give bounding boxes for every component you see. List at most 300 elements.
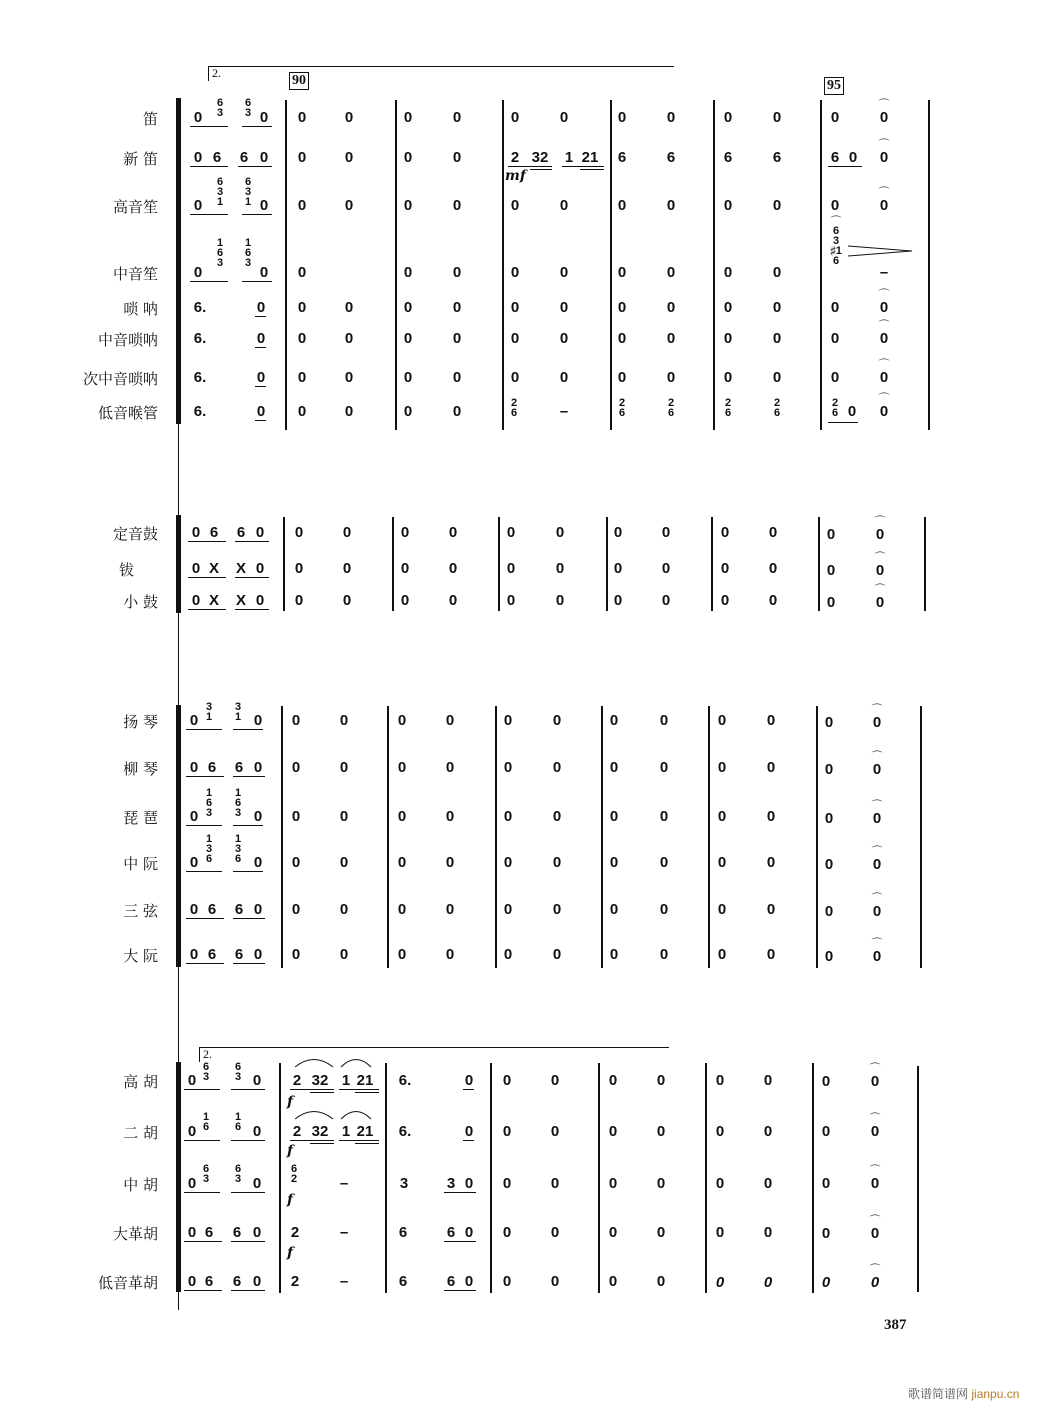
note: 0 bbox=[510, 299, 520, 316]
note: 0 bbox=[255, 592, 265, 609]
note: 0 bbox=[253, 712, 263, 729]
note: 0 bbox=[342, 560, 352, 577]
note: 0 bbox=[766, 808, 776, 825]
note: 0 bbox=[772, 264, 782, 281]
note: 0 bbox=[344, 197, 354, 214]
note: 0 bbox=[821, 1274, 831, 1291]
barline bbox=[285, 100, 287, 430]
note: 0 bbox=[879, 299, 889, 316]
note: 0 bbox=[763, 1224, 773, 1241]
note: 0 bbox=[344, 299, 354, 316]
note: 0 bbox=[397, 759, 407, 776]
note: 0 bbox=[187, 1123, 197, 1140]
note: 0 bbox=[403, 197, 413, 214]
chord: 6 3 bbox=[234, 1163, 242, 1185]
beam bbox=[255, 316, 266, 317]
page-number: 387 bbox=[884, 1317, 907, 1333]
note: 0 bbox=[448, 524, 458, 541]
note: 0 bbox=[550, 1273, 560, 1290]
fermata-icon: ⌒ bbox=[869, 1113, 881, 1125]
note: 0 bbox=[717, 854, 727, 871]
note: 0 bbox=[617, 330, 627, 347]
note: 0 bbox=[766, 854, 776, 871]
note: 0 bbox=[559, 330, 569, 347]
note: 0 bbox=[766, 759, 776, 776]
note: 6 bbox=[666, 149, 676, 166]
note: 0 bbox=[256, 299, 266, 316]
note: 0 bbox=[656, 1273, 666, 1290]
note: 0 bbox=[187, 1175, 197, 1192]
note: 0 bbox=[715, 1274, 725, 1291]
note: 0 bbox=[559, 299, 569, 316]
beam bbox=[242, 126, 272, 127]
note: 0 bbox=[552, 854, 562, 871]
note: 0 bbox=[608, 1123, 618, 1140]
chord: 1 3 6 bbox=[205, 833, 213, 865]
note: 6 bbox=[239, 149, 249, 166]
instrument-label-yangqin: 扬 琴 bbox=[123, 713, 158, 731]
note: – bbox=[879, 264, 889, 281]
note: 0 bbox=[400, 592, 410, 609]
barline bbox=[917, 1066, 919, 1292]
note: 0 bbox=[191, 560, 201, 577]
fermata-icon: ⌒ bbox=[878, 99, 890, 111]
fermata-icon: ⌒ bbox=[878, 359, 890, 371]
note: 0 bbox=[821, 1225, 831, 1242]
beam bbox=[242, 281, 272, 282]
note: 0 bbox=[339, 946, 349, 963]
watermark-cn: 歌谱简谱网 bbox=[908, 1387, 969, 1401]
fermata-icon: ⌒ bbox=[878, 187, 890, 199]
note: 0 bbox=[559, 197, 569, 214]
note: 0 bbox=[830, 330, 840, 347]
fermata-icon: ⌒ bbox=[871, 800, 883, 812]
beam bbox=[828, 422, 858, 423]
note: 0 bbox=[452, 149, 462, 166]
note: 0 bbox=[503, 946, 513, 963]
note: 0 bbox=[187, 1072, 197, 1089]
note: 0 bbox=[870, 1123, 880, 1140]
note: 6. bbox=[193, 330, 207, 347]
note: 0 bbox=[608, 1175, 618, 1192]
note: 0 bbox=[464, 1175, 474, 1192]
note: 0 bbox=[502, 1175, 512, 1192]
note: 0 bbox=[291, 759, 301, 776]
note: 0 bbox=[847, 403, 857, 420]
note: 0 bbox=[766, 946, 776, 963]
barline bbox=[928, 100, 930, 430]
beam bbox=[339, 1140, 379, 1141]
note: 0 bbox=[342, 524, 352, 541]
note: 0 bbox=[763, 1123, 773, 1140]
note: 0 bbox=[506, 524, 516, 541]
fermata-icon: ⌒ bbox=[878, 139, 890, 151]
chord: 3 1 bbox=[234, 701, 242, 723]
note: 6. bbox=[398, 1123, 412, 1140]
beam bbox=[231, 1140, 265, 1141]
note: 0 bbox=[875, 526, 885, 543]
note: 6. bbox=[398, 1072, 412, 1089]
note: 0 bbox=[872, 948, 882, 965]
note: 0 bbox=[259, 109, 269, 126]
note: 0 bbox=[344, 369, 354, 386]
fermata-icon: ⌒ bbox=[874, 584, 886, 596]
note: 0 bbox=[617, 299, 627, 316]
note: 0 bbox=[189, 808, 199, 825]
note: 0 bbox=[723, 330, 733, 347]
note: 0 bbox=[559, 264, 569, 281]
note: 0 bbox=[656, 1224, 666, 1241]
dynamic-f: f bbox=[287, 1143, 294, 1159]
note: 0 bbox=[503, 901, 513, 918]
note: 0 bbox=[661, 592, 671, 609]
barline bbox=[387, 706, 389, 968]
note: 0 bbox=[502, 1224, 512, 1241]
note: 21 bbox=[356, 1072, 374, 1089]
note: 0 bbox=[826, 562, 836, 579]
note: 0 bbox=[187, 1224, 197, 1241]
barline bbox=[711, 517, 713, 611]
instrument-label-zhongruan: 中 阮 bbox=[123, 855, 158, 873]
note: 0 bbox=[510, 264, 520, 281]
beam bbox=[184, 1089, 220, 1090]
barline bbox=[490, 1063, 492, 1293]
beam bbox=[562, 166, 604, 167]
note: 0 bbox=[452, 403, 462, 420]
note: 0 bbox=[193, 109, 203, 126]
note: X bbox=[208, 592, 219, 609]
note: 0 bbox=[452, 197, 462, 214]
instrument-label-pipa: 琵 琶 bbox=[123, 809, 158, 827]
note: 0 bbox=[252, 1273, 262, 1290]
barline bbox=[279, 1063, 281, 1293]
note: 0 bbox=[452, 369, 462, 386]
note: 0 bbox=[608, 1273, 618, 1290]
note: 6 bbox=[204, 1224, 214, 1241]
note: 0 bbox=[661, 560, 671, 577]
note: 0 bbox=[339, 759, 349, 776]
note: 6 bbox=[723, 149, 733, 166]
chord: 6 3 1 bbox=[216, 176, 224, 208]
beam bbox=[186, 729, 222, 730]
note: 0 bbox=[723, 299, 733, 316]
chord: 1 6 bbox=[234, 1111, 242, 1133]
fermata-icon: ⌒ bbox=[871, 846, 883, 858]
note: 0 bbox=[403, 149, 413, 166]
note: 0 bbox=[821, 1175, 831, 1192]
note: 0 bbox=[397, 712, 407, 729]
note: 0 bbox=[344, 330, 354, 347]
note: 0 bbox=[294, 560, 304, 577]
note: 6 bbox=[398, 1273, 408, 1290]
note: 0 bbox=[253, 946, 263, 963]
note: 0 bbox=[821, 1073, 831, 1090]
note: 0 bbox=[445, 808, 455, 825]
note: 0 bbox=[464, 1123, 474, 1140]
note: 0 bbox=[717, 759, 727, 776]
beam bbox=[186, 871, 222, 872]
beam bbox=[184, 1241, 222, 1242]
note: 0 bbox=[824, 948, 834, 965]
note: 0 bbox=[617, 197, 627, 214]
note: 0 bbox=[617, 109, 627, 126]
beam bbox=[233, 918, 265, 919]
note: 0 bbox=[445, 901, 455, 918]
note: 0 bbox=[256, 369, 266, 386]
barline bbox=[601, 706, 603, 968]
note: 0 bbox=[253, 759, 263, 776]
note: 0 bbox=[445, 946, 455, 963]
note: 6 bbox=[830, 149, 840, 166]
chord: 6 3 bbox=[216, 97, 224, 119]
note: 0 bbox=[656, 1072, 666, 1089]
note: 0 bbox=[403, 330, 413, 347]
note: 0 bbox=[555, 524, 565, 541]
note: 0 bbox=[397, 946, 407, 963]
beam bbox=[255, 347, 266, 348]
beam bbox=[231, 1089, 265, 1090]
note: 6. bbox=[193, 369, 207, 386]
note: 0 bbox=[256, 403, 266, 420]
note: 0 bbox=[452, 299, 462, 316]
slur-icon bbox=[293, 1108, 335, 1120]
note: 0 bbox=[400, 560, 410, 577]
note: X bbox=[235, 560, 246, 577]
note: 0 bbox=[452, 264, 462, 281]
note: 6 bbox=[617, 149, 627, 166]
beam bbox=[231, 1290, 265, 1291]
note: 6 bbox=[204, 1273, 214, 1290]
note: 0 bbox=[772, 197, 782, 214]
decrescendo-hairpin-icon bbox=[848, 244, 914, 258]
beam bbox=[233, 729, 263, 730]
note: 0 bbox=[552, 808, 562, 825]
note: 32 bbox=[531, 149, 549, 166]
note: 0 bbox=[452, 109, 462, 126]
watermark-url: jianpu.cn bbox=[971, 1387, 1020, 1401]
barline bbox=[713, 100, 715, 430]
barline bbox=[708, 706, 710, 968]
instrument-label-bo: 钹 bbox=[118, 561, 134, 579]
beam bbox=[310, 1092, 334, 1093]
note: 0 bbox=[291, 946, 301, 963]
note: 0 bbox=[506, 560, 516, 577]
fermata-icon: ⌒ bbox=[869, 1063, 881, 1075]
note: 0 bbox=[552, 901, 562, 918]
note: 1 bbox=[341, 1123, 351, 1140]
note: 0 bbox=[189, 759, 199, 776]
note: 0 bbox=[252, 1072, 262, 1089]
instrument-label-dagehu: 大革胡 bbox=[112, 1225, 158, 1243]
note: 3 bbox=[399, 1175, 409, 1192]
instrument-label-gaohu: 高 胡 bbox=[123, 1073, 158, 1091]
note: 0 bbox=[768, 560, 778, 577]
note: 32 bbox=[311, 1123, 329, 1140]
note: 0 bbox=[766, 712, 776, 729]
note: 0 bbox=[609, 759, 619, 776]
note: 0 bbox=[720, 592, 730, 609]
beam bbox=[188, 541, 226, 542]
beam bbox=[444, 1290, 476, 1291]
note: 0 bbox=[659, 808, 669, 825]
note: 0 bbox=[848, 149, 858, 166]
note: 0 bbox=[872, 761, 882, 778]
note: 0 bbox=[666, 264, 676, 281]
note: 0 bbox=[723, 109, 733, 126]
note: 0 bbox=[609, 901, 619, 918]
note: 0 bbox=[666, 197, 676, 214]
watermark bbox=[908, 1385, 1019, 1402]
note: 0 bbox=[715, 1072, 725, 1089]
note: 2 bbox=[510, 149, 520, 166]
beam bbox=[463, 1089, 474, 1090]
note: 0 bbox=[297, 330, 307, 347]
note: 0 bbox=[294, 592, 304, 609]
note: 6 bbox=[236, 524, 246, 541]
note: 0 bbox=[259, 264, 269, 281]
note: 0 bbox=[464, 1273, 474, 1290]
beam bbox=[186, 918, 224, 919]
instrument-label-zhongyin-suona: 中音唢呐 bbox=[97, 331, 158, 349]
note: 0 bbox=[503, 712, 513, 729]
note: 0 bbox=[342, 592, 352, 609]
note: 0 bbox=[448, 592, 458, 609]
note: 6 bbox=[212, 149, 222, 166]
note: 0 bbox=[259, 149, 269, 166]
note: 6 bbox=[207, 759, 217, 776]
note: X bbox=[208, 560, 219, 577]
note: 0 bbox=[772, 109, 782, 126]
barline bbox=[495, 706, 497, 968]
barline bbox=[920, 706, 922, 968]
beam bbox=[233, 871, 263, 872]
note: 0 bbox=[824, 856, 834, 873]
note: 0 bbox=[715, 1175, 725, 1192]
note: 0 bbox=[830, 299, 840, 316]
note: 0 bbox=[397, 808, 407, 825]
instrument-label-diyin-gehu: 低音革胡 bbox=[97, 1274, 158, 1292]
beam bbox=[233, 776, 265, 777]
note: 0 bbox=[187, 1273, 197, 1290]
note: 0 bbox=[339, 808, 349, 825]
note: 0 bbox=[830, 109, 840, 126]
beam bbox=[184, 1140, 220, 1141]
barline bbox=[820, 100, 822, 430]
note: – bbox=[559, 403, 569, 420]
note: 32 bbox=[311, 1072, 329, 1089]
note: 0 bbox=[870, 1274, 880, 1291]
note: 2 bbox=[292, 1123, 302, 1140]
note: 0 bbox=[502, 1123, 512, 1140]
note: 0 bbox=[659, 759, 669, 776]
note: 0 bbox=[763, 1175, 773, 1192]
barline bbox=[281, 706, 283, 968]
note: 0 bbox=[503, 854, 513, 871]
note: 0 bbox=[821, 1123, 831, 1140]
barline bbox=[598, 1063, 600, 1293]
chord: 2 6 bbox=[773, 397, 781, 419]
note: 0 bbox=[253, 854, 263, 871]
note: 0 bbox=[666, 369, 676, 386]
barline bbox=[812, 1063, 814, 1293]
barline bbox=[816, 706, 818, 968]
chord: 1 6 3 bbox=[216, 237, 224, 269]
beam bbox=[290, 1089, 334, 1090]
note: 0 bbox=[875, 594, 885, 611]
note: 0 bbox=[403, 109, 413, 126]
note: 0 bbox=[400, 524, 410, 541]
note: 6 bbox=[207, 946, 217, 963]
beam bbox=[255, 420, 266, 421]
note: 0 bbox=[510, 197, 520, 214]
barline bbox=[283, 517, 285, 611]
note: 0 bbox=[550, 1123, 560, 1140]
note: 0 bbox=[666, 299, 676, 316]
beam bbox=[231, 1241, 265, 1242]
note: 0 bbox=[344, 403, 354, 420]
dynamic-mf: mf bbox=[505, 168, 526, 184]
note: 0 bbox=[720, 524, 730, 541]
note: 0 bbox=[550, 1072, 560, 1089]
chord: 6 3 1 bbox=[244, 176, 252, 208]
beam bbox=[188, 609, 226, 610]
note: 0 bbox=[445, 759, 455, 776]
note: 6 bbox=[232, 1273, 242, 1290]
fermata-icon: ⌒ bbox=[874, 516, 886, 528]
note: 0 bbox=[403, 369, 413, 386]
note: 6. bbox=[193, 403, 207, 420]
note: 0 bbox=[550, 1224, 560, 1241]
fermata-icon: ⌒ bbox=[869, 1215, 881, 1227]
fermata-icon: ⌒ bbox=[871, 893, 883, 905]
note: 0 bbox=[772, 330, 782, 347]
note: 0 bbox=[608, 1224, 618, 1241]
dynamic-f: f bbox=[287, 1245, 294, 1261]
beam bbox=[444, 1241, 476, 1242]
instrument-label-xindi: 新 笛 bbox=[123, 150, 158, 168]
note: 0 bbox=[339, 712, 349, 729]
note: 0 bbox=[555, 560, 565, 577]
instrument-label-xiaogu: 小 鼓 bbox=[123, 593, 158, 611]
note: 3 bbox=[446, 1175, 456, 1192]
note: 0 bbox=[608, 1072, 618, 1089]
beam bbox=[233, 963, 265, 964]
note: 0 bbox=[555, 592, 565, 609]
note: 0 bbox=[256, 330, 266, 347]
rehearsal-mark-95: 95 bbox=[824, 77, 844, 95]
note: 0 bbox=[253, 808, 263, 825]
note: 0 bbox=[659, 946, 669, 963]
note: 0 bbox=[715, 1123, 725, 1140]
note: X bbox=[235, 592, 246, 609]
beam bbox=[186, 776, 224, 777]
beam bbox=[355, 1092, 379, 1093]
note: 0 bbox=[772, 369, 782, 386]
beam bbox=[530, 169, 552, 170]
note: 0 bbox=[824, 903, 834, 920]
note: 0 bbox=[879, 149, 889, 166]
note: 0 bbox=[252, 1175, 262, 1192]
note: 0 bbox=[397, 901, 407, 918]
note: 0 bbox=[720, 560, 730, 577]
note: 0 bbox=[768, 592, 778, 609]
note: 0 bbox=[659, 712, 669, 729]
instrument-label-liuqin: 柳 琴 bbox=[123, 760, 158, 778]
note: 0 bbox=[503, 808, 513, 825]
note: 0 bbox=[252, 1123, 262, 1140]
note: 2 bbox=[290, 1224, 300, 1241]
beam bbox=[235, 541, 269, 542]
